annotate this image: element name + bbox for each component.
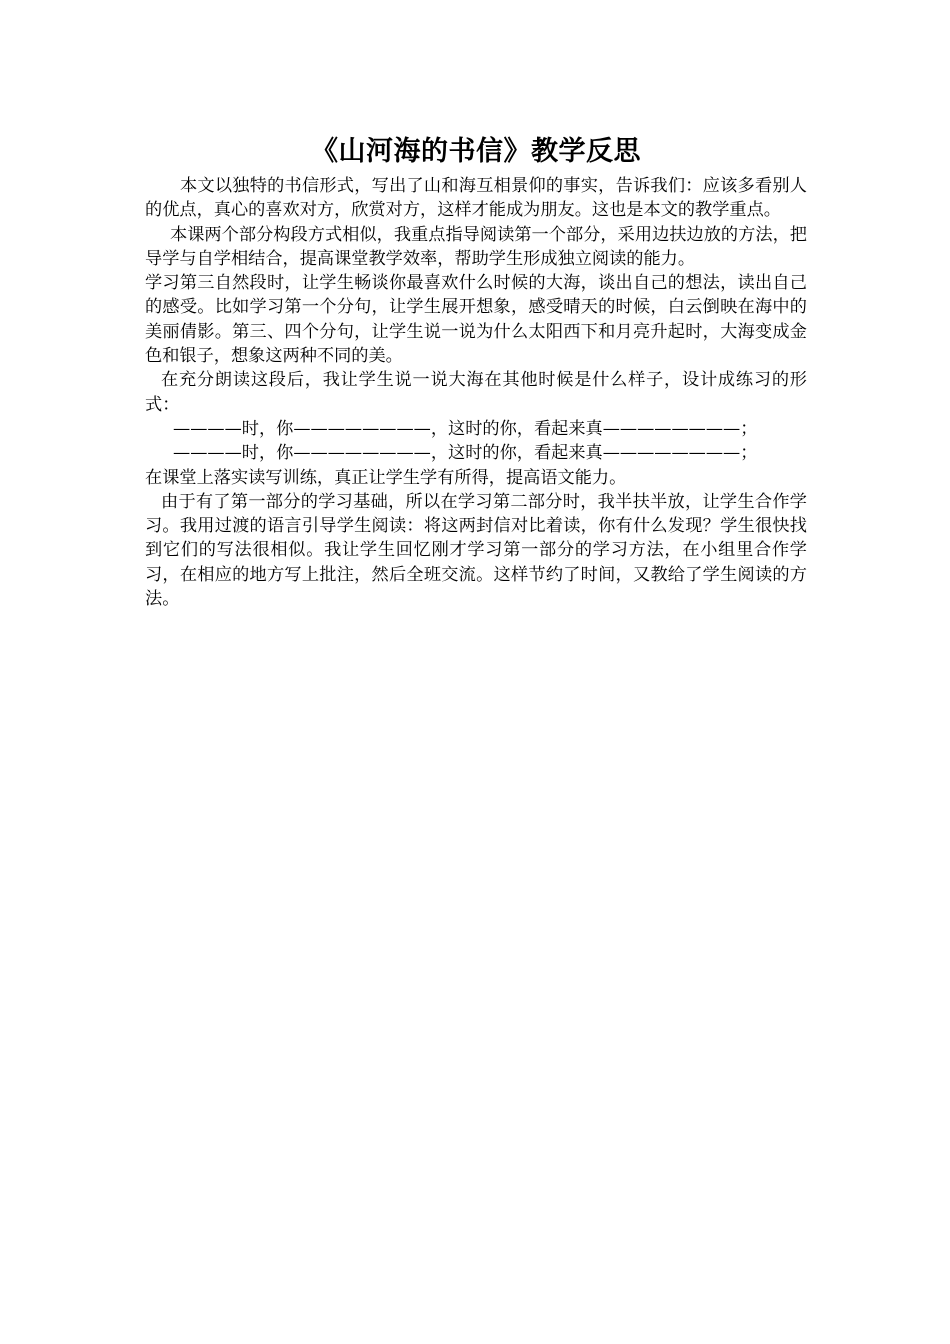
paragraph-intro: 本文以独特的书信形式，写出了山和海互相景仰的事实，告诉我们：应该多看别人的优点，真心的喜欢对方，欣赏对方，这样才能成为朋友。这也是本文的教学重点。 [145,176,807,221]
document-body [145,174,807,611]
paragraph-structure: 本课两个部分构段方式相似，我重点指导阅读第一个部分，采用边扶边放的方法，把导学与自学相结合，提高课堂教学效率，帮助学生形成独立阅读的能力。 [145,224,807,269]
exercise-line-2: ————时，你————————，这时的你，看起来真————————； [173,443,758,464]
exercise-line-1: ————时，你————————，这时的你，看起来真————————； [173,418,758,439]
document-page [145,132,807,611]
paragraph-practice: 在课堂上落实读写训练，真正让学生学有所得，提高语文能力。 [145,467,627,488]
document-title: 《山河海的书信》教学反思 [311,136,641,167]
paragraph-third-section: 学习第三自然段时，让学生畅谈你最喜欢什么时候的大海，谈出自己的想法，读出自己的感受。比如学习第一个分句，让学生展开想象，感受晴天的时候，白云倒映在海中的美丽倩影。第三、四个分句，让学生说一说为什么太阳西下和月亮升起时，大海变成金色和银子，想象这两种不同的美。 [145,273,807,367]
paragraph-exercise-intro: 在充分朗读这段后，我让学生说一说大海在其他时候是什么样子，设计成练习的形式： [145,370,807,415]
paragraph-second-part: 由于有了第一部分的学习基础，所以在学习第二部分时，我半扶半放，让学生合作学习。我用过渡的语言引导学生阅读：将这两封信对比着读，你有什么发现？学生很快找到它们的写法很相似。我让学生回忆刚才学习第一部分的学习方法，在小组里合作学习，在相应的地方写上批注，然后全班交流。这样节约了时间，又教给了学生阅读的方法。 [145,491,807,610]
